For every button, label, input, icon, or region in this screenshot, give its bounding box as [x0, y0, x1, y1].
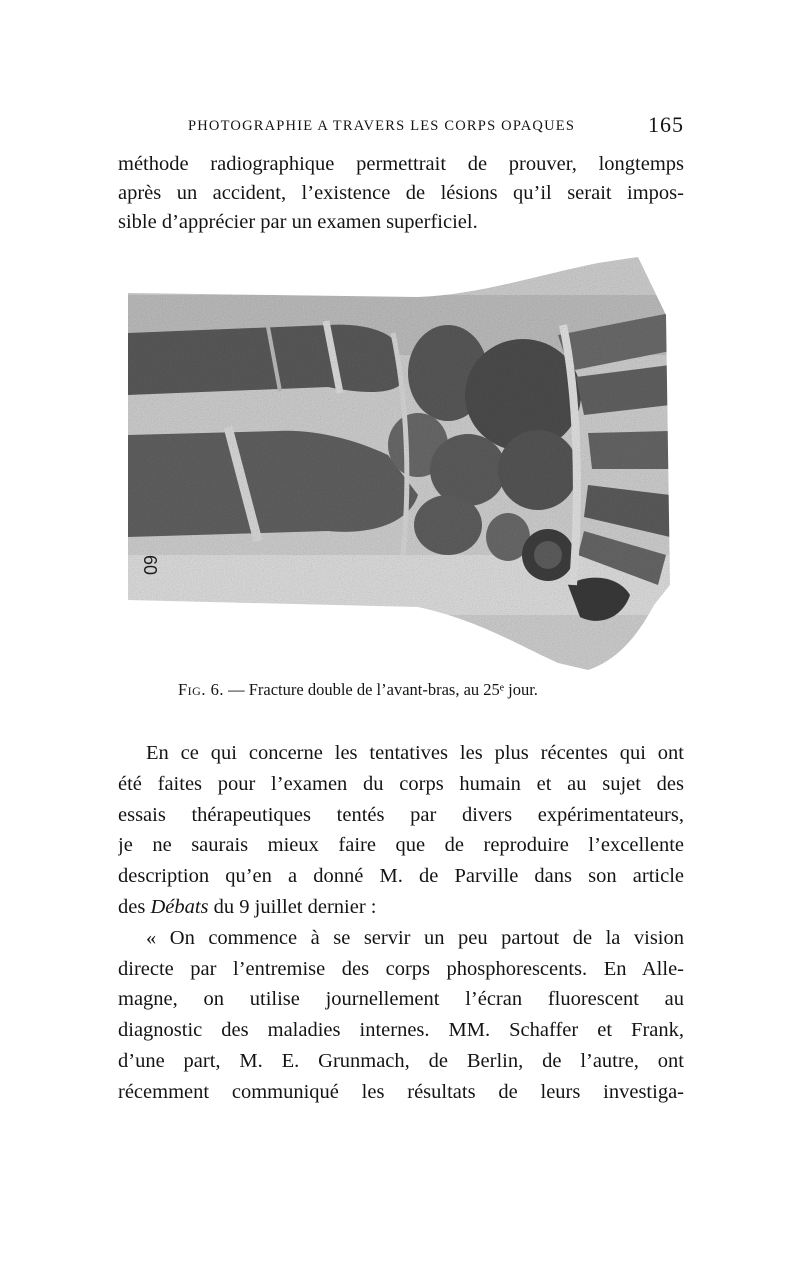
text-line: méthode radiographique permettrait de prouver, longtemps: [118, 153, 684, 175]
text-line: magne, on utilise journellement l’écran fluorescent au: [118, 988, 684, 1011]
wrist-radiograph-image: [118, 255, 678, 675]
figure-caption: [178, 680, 638, 700]
text-line: essais thérapeutiques tentés par divers expérimentateurs,: [118, 803, 684, 826]
text-fragment: des: [118, 895, 151, 918]
intro-paragraph: [118, 150, 684, 237]
text-line: été faites pour l’examen du corps humain et au sujet des: [118, 772, 684, 795]
text-line: après un accident, l’existence de lésions qu’il serait impos-: [118, 182, 684, 204]
text-line: récemment communiqué les résultats de leurs investiga-: [118, 1080, 684, 1103]
journal-title: Débats: [150, 895, 209, 918]
running-head: [118, 112, 684, 142]
text-line: En ce qui concerne les tentatives les plus récentes qui ont: [146, 742, 684, 764]
text-line-with-emphasis: [118, 892, 684, 923]
text-fragment: du 9 juillet dernier :: [208, 895, 377, 918]
running-title: PHOTOGRAPHIE A TRAVERS LES CORPS OPAQUES: [188, 118, 576, 134]
text-line: directe par l’entremise des corps phosphorescents. En Alle-: [118, 957, 684, 980]
figure-caption-text: — Fracture double de l’avant-bras, au 25ᵉ jour.: [228, 680, 538, 699]
text-line: sible d’apprécier par un examen superficiel.: [118, 211, 478, 233]
text-line: « On commence à se servir un peu partout de la vision: [146, 926, 684, 949]
plate-mark: 60: [140, 555, 160, 576]
text-line: d’une part, M. E. Grunmach, de Berlin, de l’autre, ont: [118, 1049, 684, 1072]
text-line: description qu’en a donné M. de Parville dans son article: [118, 865, 684, 888]
text-line: je ne saurais mieux faire que de reproduire l’excellente: [118, 834, 684, 857]
body-text: [118, 738, 684, 1108]
figure-label: Fig. 6.: [178, 680, 224, 699]
xray-figure: [118, 255, 678, 675]
page-number: 165: [648, 112, 684, 137]
text-line: diagnostic des maladies internes. MM. Schaffer et Frank,: [118, 1019, 684, 1042]
